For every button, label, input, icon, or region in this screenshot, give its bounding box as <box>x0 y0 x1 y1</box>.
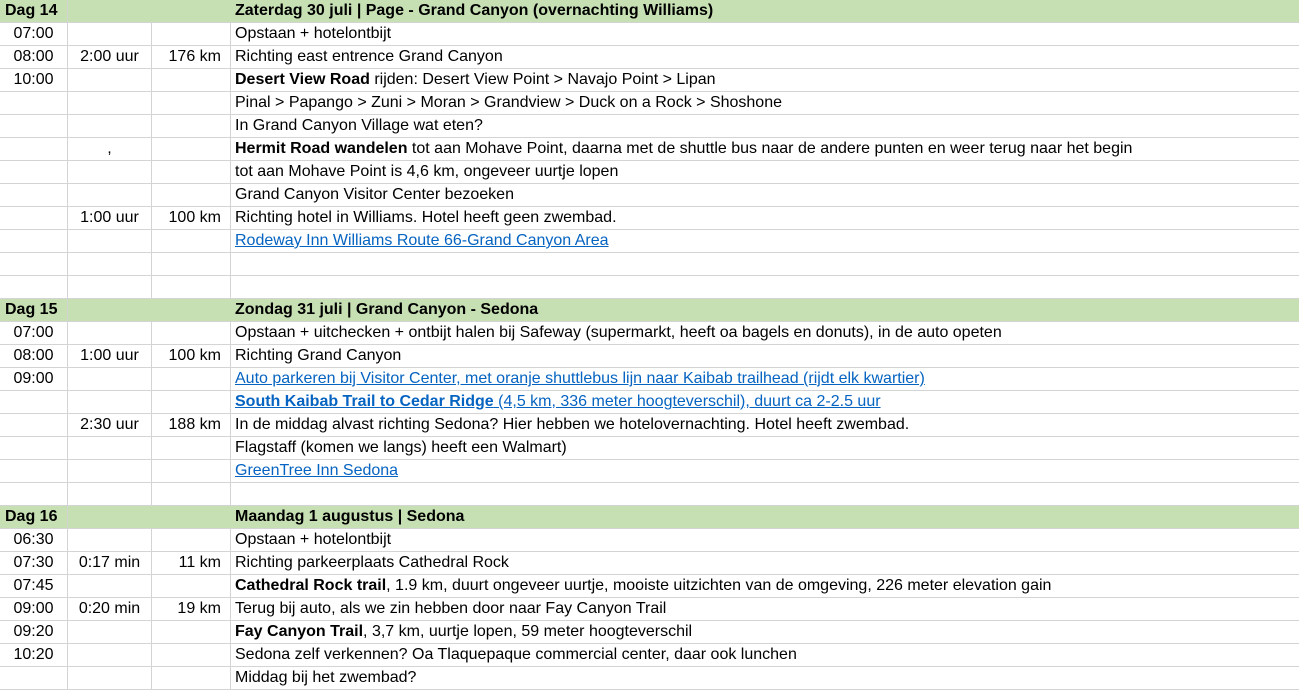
distance-cell[interactable] <box>152 115 231 137</box>
activity-text: Opstaan + hotelontbijt <box>235 531 392 548</box>
time-cell[interactable]: 07:30 <box>0 552 68 574</box>
duration-cell[interactable]: 1:00 uur <box>68 345 152 367</box>
duration-cell[interactable] <box>68 92 152 114</box>
distance-cell[interactable]: 100 km <box>152 207 231 229</box>
table-row <box>0 391 1299 414</box>
empty-cell[interactable] <box>68 506 152 528</box>
activity-text: Richting Grand Canyon <box>235 347 402 364</box>
table-row <box>0 46 1299 69</box>
activity-cell[interactable] <box>231 598 1299 620</box>
table-row <box>0 23 1299 46</box>
empty-cell[interactable] <box>152 299 231 321</box>
activity-bold-text: Cathedral Rock trail <box>235 577 387 594</box>
duration-cell[interactable]: , <box>68 138 152 160</box>
time-cell[interactable]: 08:00 <box>0 46 68 68</box>
time-cell[interactable]: 09:00 <box>0 598 68 620</box>
activity-text: GreenTree Inn Sedona <box>235 462 399 479</box>
table-row <box>0 161 1299 184</box>
activity-text: Flagstaff (komen we langs) heeft een Walmart) <box>235 439 567 456</box>
table-row <box>0 184 1299 207</box>
distance-cell[interactable]: 188 km <box>152 414 231 436</box>
activity-text: Opstaan + hotelontbijt <box>235 25 392 42</box>
time-cell[interactable] <box>0 667 68 689</box>
activity-text: Pinal > Papango > Zuni > Moran > Grandview > Duck on a Rock > Shoshone <box>235 94 782 111</box>
duration-cell[interactable] <box>68 184 152 206</box>
time-cell[interactable] <box>0 161 68 183</box>
activity-cell[interactable] <box>231 437 1299 459</box>
activity-text: (4,5 km, 336 meter hoogteverschil), duurt ca 2-2.5 uur <box>493 393 881 410</box>
distance-cell[interactable]: 176 km <box>152 46 231 68</box>
table-row <box>0 552 1299 575</box>
time-cell[interactable]: 09:20 <box>0 621 68 643</box>
duration-cell[interactable] <box>68 391 152 413</box>
table-row <box>0 345 1299 368</box>
time-cell[interactable] <box>0 483 68 505</box>
empty-cell[interactable] <box>152 506 231 528</box>
table-row <box>0 529 1299 552</box>
table-row <box>0 621 1299 644</box>
duration-cell[interactable] <box>68 69 152 91</box>
empty-cell[interactable] <box>68 299 152 321</box>
activity-text: Middag bij het zwembad? <box>235 669 417 686</box>
time-cell[interactable]: 08:00 <box>0 345 68 367</box>
activity-link[interactable] <box>235 370 925 387</box>
time-cell[interactable] <box>0 184 68 206</box>
day-title-cell[interactable]: Zondag 31 juli | Grand Canyon - Sedona <box>235 301 539 318</box>
activity-text: , 1.9 km, duurt ongeveer uurtje, mooiste uitzichten van de omgeving, 226 meter elevation gain <box>386 577 1052 594</box>
table-row <box>0 276 1299 299</box>
table-row <box>0 437 1299 460</box>
activity-text: rijden: Desert View Point > Navajo Point > Lipan <box>369 71 716 88</box>
activity-bold-text: South Kaibab Trail to Cedar Ridge <box>235 393 494 410</box>
time-cell[interactable]: 10:00 <box>0 69 68 91</box>
table-row <box>0 322 1299 345</box>
table-row <box>0 483 1299 506</box>
empty-cell[interactable] <box>68 0 152 22</box>
table-row <box>0 575 1299 598</box>
day-label-cell[interactable]: Dag 14 <box>0 0 68 22</box>
distance-cell[interactable] <box>152 23 231 45</box>
duration-cell[interactable] <box>68 23 152 45</box>
activity-cell[interactable] <box>231 552 1299 574</box>
time-cell[interactable] <box>0 276 68 298</box>
time-cell[interactable] <box>0 138 68 160</box>
table-row <box>0 414 1299 437</box>
table-row <box>0 644 1299 667</box>
distance-cell[interactable] <box>152 276 231 298</box>
distance-cell[interactable] <box>152 230 231 252</box>
activity-text: Richting east entrence Grand Canyon <box>235 48 503 65</box>
duration-cell[interactable] <box>68 276 152 298</box>
distance-cell[interactable] <box>152 437 231 459</box>
activity-cell[interactable] <box>231 276 1299 298</box>
activity-cell[interactable] <box>231 391 1299 413</box>
distance-cell[interactable]: 11 km <box>152 552 231 574</box>
distance-cell[interactable] <box>152 621 231 643</box>
duration-cell[interactable] <box>68 115 152 137</box>
activity-cell[interactable] <box>231 230 1299 252</box>
time-cell[interactable] <box>0 437 68 459</box>
activity-text: Rodeway Inn Williams Route 66-Grand Canyon Area <box>235 232 609 249</box>
duration-cell[interactable] <box>68 575 152 597</box>
activity-text: Sedona zelf verkennen? Oa Tlaquepaque commercial center, daar ook lunchen <box>235 646 797 663</box>
activity-text: In de middag alvast richting Sedona? Hier hebben we hotelovernachting. Hotel heeft zwembad. <box>235 416 910 433</box>
distance-cell[interactable] <box>152 253 231 275</box>
activity-cell[interactable] <box>231 69 1299 91</box>
time-cell[interactable] <box>0 414 68 436</box>
time-cell[interactable] <box>0 230 68 252</box>
activity-cell[interactable] <box>231 414 1299 436</box>
distance-cell[interactable] <box>152 69 231 91</box>
table-row <box>0 667 1299 690</box>
distance-cell[interactable] <box>152 184 231 206</box>
distance-cell[interactable] <box>152 644 231 666</box>
distance-cell[interactable] <box>152 368 231 390</box>
activity-cell[interactable] <box>231 46 1299 68</box>
activity-text: Grand Canyon Visitor Center bezoeken <box>235 186 514 203</box>
empty-cell[interactable] <box>152 0 231 22</box>
duration-cell[interactable] <box>68 621 152 643</box>
activity-cell[interactable] <box>231 184 1299 206</box>
duration-cell[interactable] <box>68 161 152 183</box>
activity-cell[interactable] <box>231 460 1299 482</box>
activity-text: In Grand Canyon Village wat eten? <box>235 117 483 134</box>
activity-text: Opstaan + uitchecken + ontbijt halen bij Safeway (supermarkt, heeft oa bagels en donuts), in de auto opeten <box>235 324 1002 341</box>
day-label-cell[interactable]: Dag 15 <box>0 299 68 321</box>
table-row <box>0 115 1299 138</box>
distance-cell[interactable] <box>152 460 231 482</box>
activity-cell[interactable] <box>231 529 1299 551</box>
time-cell[interactable]: 07:45 <box>0 575 68 597</box>
time-cell[interactable] <box>0 92 68 114</box>
activity-cell[interactable] <box>231 207 1299 229</box>
time-cell[interactable]: 06:30 <box>0 529 68 551</box>
activity-text: , 3,7 km, uurtje lopen, 59 meter hoogteverschil <box>363 623 693 640</box>
table-row <box>0 92 1299 115</box>
table-row <box>0 138 1299 161</box>
activity-cell[interactable] <box>231 345 1299 367</box>
distance-cell[interactable] <box>152 483 231 505</box>
day-header-row <box>0 299 1299 322</box>
duration-cell[interactable] <box>68 368 152 390</box>
activity-cell[interactable] <box>231 575 1299 597</box>
activity-bold-text: Desert View Road <box>235 71 370 88</box>
distance-cell[interactable] <box>152 138 231 160</box>
day-title-cell[interactable]: Zaterdag 30 juli | Page - Grand Canyon (overnachting Williams) <box>235 2 714 19</box>
duration-cell[interactable] <box>68 230 152 252</box>
activity-link[interactable] <box>235 232 609 249</box>
distance-cell[interactable]: 100 km <box>152 345 231 367</box>
duration-cell[interactable] <box>68 529 152 551</box>
activity-text: Richting parkeerplaats Cathedral Rock <box>235 554 509 571</box>
duration-cell[interactable]: 2:00 uur <box>68 46 152 68</box>
table-row <box>0 460 1299 483</box>
time-cell[interactable] <box>0 253 68 275</box>
time-cell[interactable] <box>0 115 68 137</box>
time-cell[interactable]: 07:00 <box>0 23 68 45</box>
day-title-cell[interactable]: Maandag 1 augustus | Sedona <box>235 508 465 525</box>
distance-cell[interactable]: 19 km <box>152 598 231 620</box>
distance-cell[interactable] <box>152 391 231 413</box>
duration-cell[interactable] <box>68 322 152 344</box>
day-header-row <box>0 506 1299 529</box>
activity-text: Richting hotel in Williams. Hotel heeft geen zwembad. <box>235 209 617 226</box>
distance-cell[interactable] <box>152 161 231 183</box>
activity-cell[interactable] <box>231 92 1299 114</box>
duration-cell[interactable] <box>68 644 152 666</box>
table-row <box>0 207 1299 230</box>
duration-cell[interactable] <box>68 253 152 275</box>
duration-cell[interactable]: 0:17 min <box>68 552 152 574</box>
table-row <box>0 368 1299 391</box>
activity-text: Terug bij auto, als we zin hebben door naar Fay Canyon Trail <box>235 600 667 617</box>
day-label-cell[interactable]: Dag 16 <box>0 506 68 528</box>
table-row <box>0 230 1299 253</box>
activity-cell[interactable] <box>231 115 1299 137</box>
duration-cell[interactable]: 2:30 uur <box>68 414 152 436</box>
duration-cell[interactable] <box>68 460 152 482</box>
activity-text: Auto parkeren bij Visitor Center, met oranje shuttlebus lijn naar Kaibab trailhead (rijdt elk kwartier) <box>235 370 925 387</box>
distance-cell[interactable] <box>152 529 231 551</box>
time-cell[interactable] <box>0 391 68 413</box>
duration-cell[interactable]: 1:00 uur <box>68 207 152 229</box>
activity-cell[interactable] <box>231 644 1299 666</box>
activity-cell[interactable] <box>231 322 1299 344</box>
activity-cell[interactable] <box>231 23 1299 45</box>
duration-cell[interactable] <box>68 483 152 505</box>
activity-cell[interactable] <box>231 483 1299 505</box>
time-cell[interactable]: 09:00 <box>0 368 68 390</box>
activity-bold-text: Hermit Road wandelen <box>235 140 408 157</box>
duration-cell[interactable] <box>68 667 152 689</box>
activity-bold-text: Fay Canyon Trail <box>235 623 364 640</box>
activity-cell[interactable] <box>231 621 1299 643</box>
duration-cell[interactable] <box>68 437 152 459</box>
time-cell[interactable]: 10:20 <box>0 644 68 666</box>
distance-cell[interactable] <box>152 667 231 689</box>
activity-cell[interactable] <box>231 161 1299 183</box>
distance-cell[interactable] <box>152 322 231 344</box>
activity-link[interactable] <box>235 462 398 479</box>
activity-text: tot aan Mohave Point is 4,6 km, ongeveer uurtje lopen <box>235 163 619 180</box>
table-row <box>0 253 1299 276</box>
table-row <box>0 598 1299 621</box>
time-cell[interactable] <box>0 207 68 229</box>
time-cell[interactable]: 07:00 <box>0 322 68 344</box>
activity-cell[interactable] <box>231 253 1299 275</box>
distance-cell[interactable] <box>152 92 231 114</box>
activity-link[interactable] <box>235 393 881 410</box>
activity-cell[interactable] <box>231 138 1299 160</box>
duration-cell[interactable]: 0:20 min <box>68 598 152 620</box>
time-cell[interactable] <box>0 460 68 482</box>
distance-cell[interactable] <box>152 575 231 597</box>
activity-cell[interactable] <box>231 368 1299 390</box>
activity-cell[interactable] <box>231 667 1299 689</box>
table-row <box>0 69 1299 92</box>
day-header-row <box>0 0 1299 23</box>
activity-text: tot aan Mohave Point, daarna met de shuttle bus naar de andere punten en weer terug naar het begin <box>407 140 1133 157</box>
